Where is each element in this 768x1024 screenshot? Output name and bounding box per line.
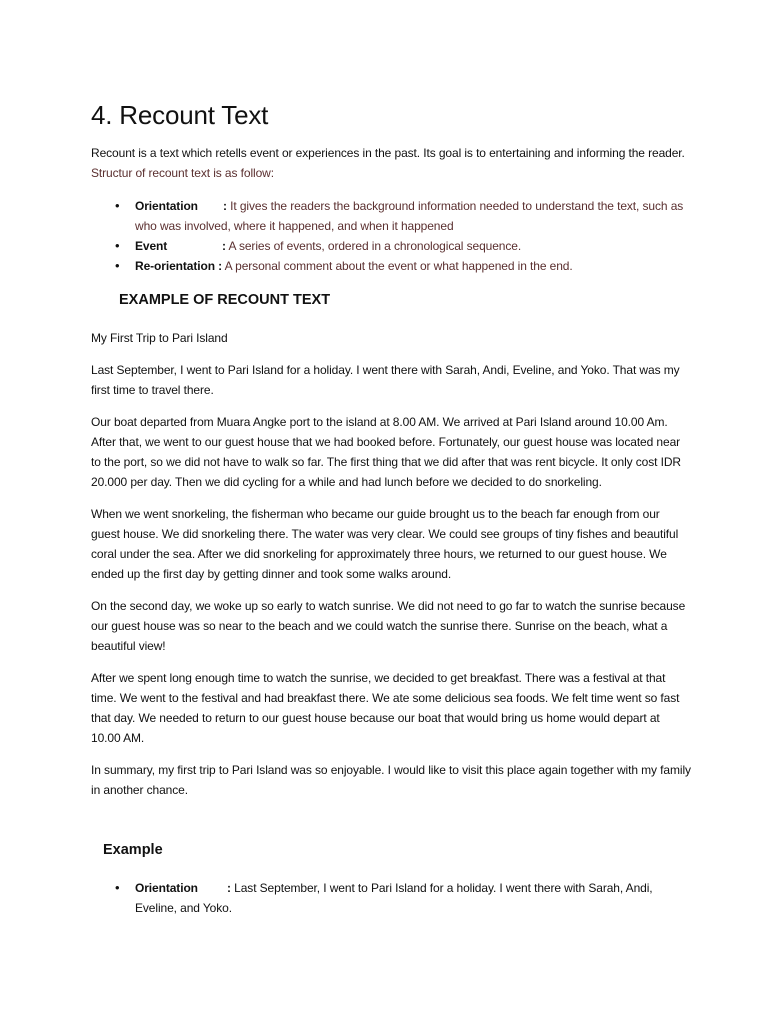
example-item-orientation: [91, 878, 691, 918]
structure-term: Orientation: [135, 199, 198, 213]
structure-separator: :: [222, 239, 226, 253]
story-paragraph: After we spent long enough time to watch the sunrise, we decided to get breakfast. There was a festival at that time. We went to the festival and had breakfast there. We ate some delicious sea foods. We felt time went so fast that day. We needed to return to our guest house because our boat that would bring us home would depart at 10.00 AM.: [91, 671, 680, 745]
story-paragraph: On the second day, we woke up so early to watch sunrise. We did not need to go far to watch the sunrise because our guest house was so near to the beach and we could watch the sunrise there. Sunrise on the beach, what a beautiful view!: [91, 599, 686, 653]
structure-desc: It gives the readers the background information needed to understand the text, such as who was involved, where it happened, and when it happened: [135, 199, 684, 233]
example-term: Orientation: [135, 881, 198, 895]
structure-lead: Structur of recount text is as follow:: [91, 166, 274, 180]
structure-separator: :: [218, 259, 223, 273]
structure-desc: A series of events, ordered in a chronological sequence.: [228, 239, 522, 253]
example-heading: EXAMPLE OF RECOUNT TEXT: [119, 292, 331, 308]
intro-paragraph: [91, 143, 691, 183]
story-paragraph: Our boat departed from Muara Angke port to the island at 8.00 AM. We arrived at Pari Island around 10.00 Am. After that, we went to our guest house that we had booked before. Fortunately, our guest house was located near to the port, so we did not have to walk so far. The first thing that we did after that was rent bicycle. It only cost IDR 20.000 per day. Then we did cycling for a while and had lunch before we decided to do snorkeling.: [91, 415, 681, 489]
story: [91, 328, 691, 812]
example-list: [91, 878, 691, 918]
example-desc: Last September, I went to Pari Island for a holiday. I went there with Sarah, Andi, Eveline, and Yoko.: [135, 881, 653, 915]
structure-desc: A personal comment about the event or what happened in the end.: [224, 259, 573, 273]
structure-separator: :: [223, 199, 227, 213]
structure-item-event: [91, 236, 691, 256]
story-paragraph: In summary, my first trip to Pari Island was so enjoyable. I would like to visit this place again together with my family in another chance.: [91, 763, 691, 797]
story-paragraph: Last September, I went to Pari Island for a holiday. I went there with Sarah, Andi, Eveline, and Yoko. That was my first time to travel there.: [91, 363, 680, 397]
structure-item-orientation: [91, 196, 691, 236]
story-paragraph: When we went snorkeling, the fisherman who became our guide brought us to the beach far enough from our guest house. We did snorkeling there. The water was very clear. We could see groups of tiny fishes and beautiful coral under the sea. After we did snorkeling for approximately three hours, we returned to our guest house. We ended up the first day by getting dinner and took some walks around.: [91, 507, 679, 581]
structure-term: Event: [135, 239, 168, 253]
structure-item-reorientation: [91, 256, 691, 276]
page-title: 4. Recount Text: [91, 100, 269, 130]
example-section-heading: Example: [103, 842, 163, 858]
example-separator: :: [227, 881, 231, 895]
structure-term: Re-orientation: [135, 259, 215, 273]
story-title: My First Trip to Pari Island: [91, 331, 228, 345]
intro-text: Recount is a text which retells event or experiences in the past. Its goal is to entertaining and informing the reader.: [91, 146, 685, 160]
structure-list: [91, 196, 691, 276]
